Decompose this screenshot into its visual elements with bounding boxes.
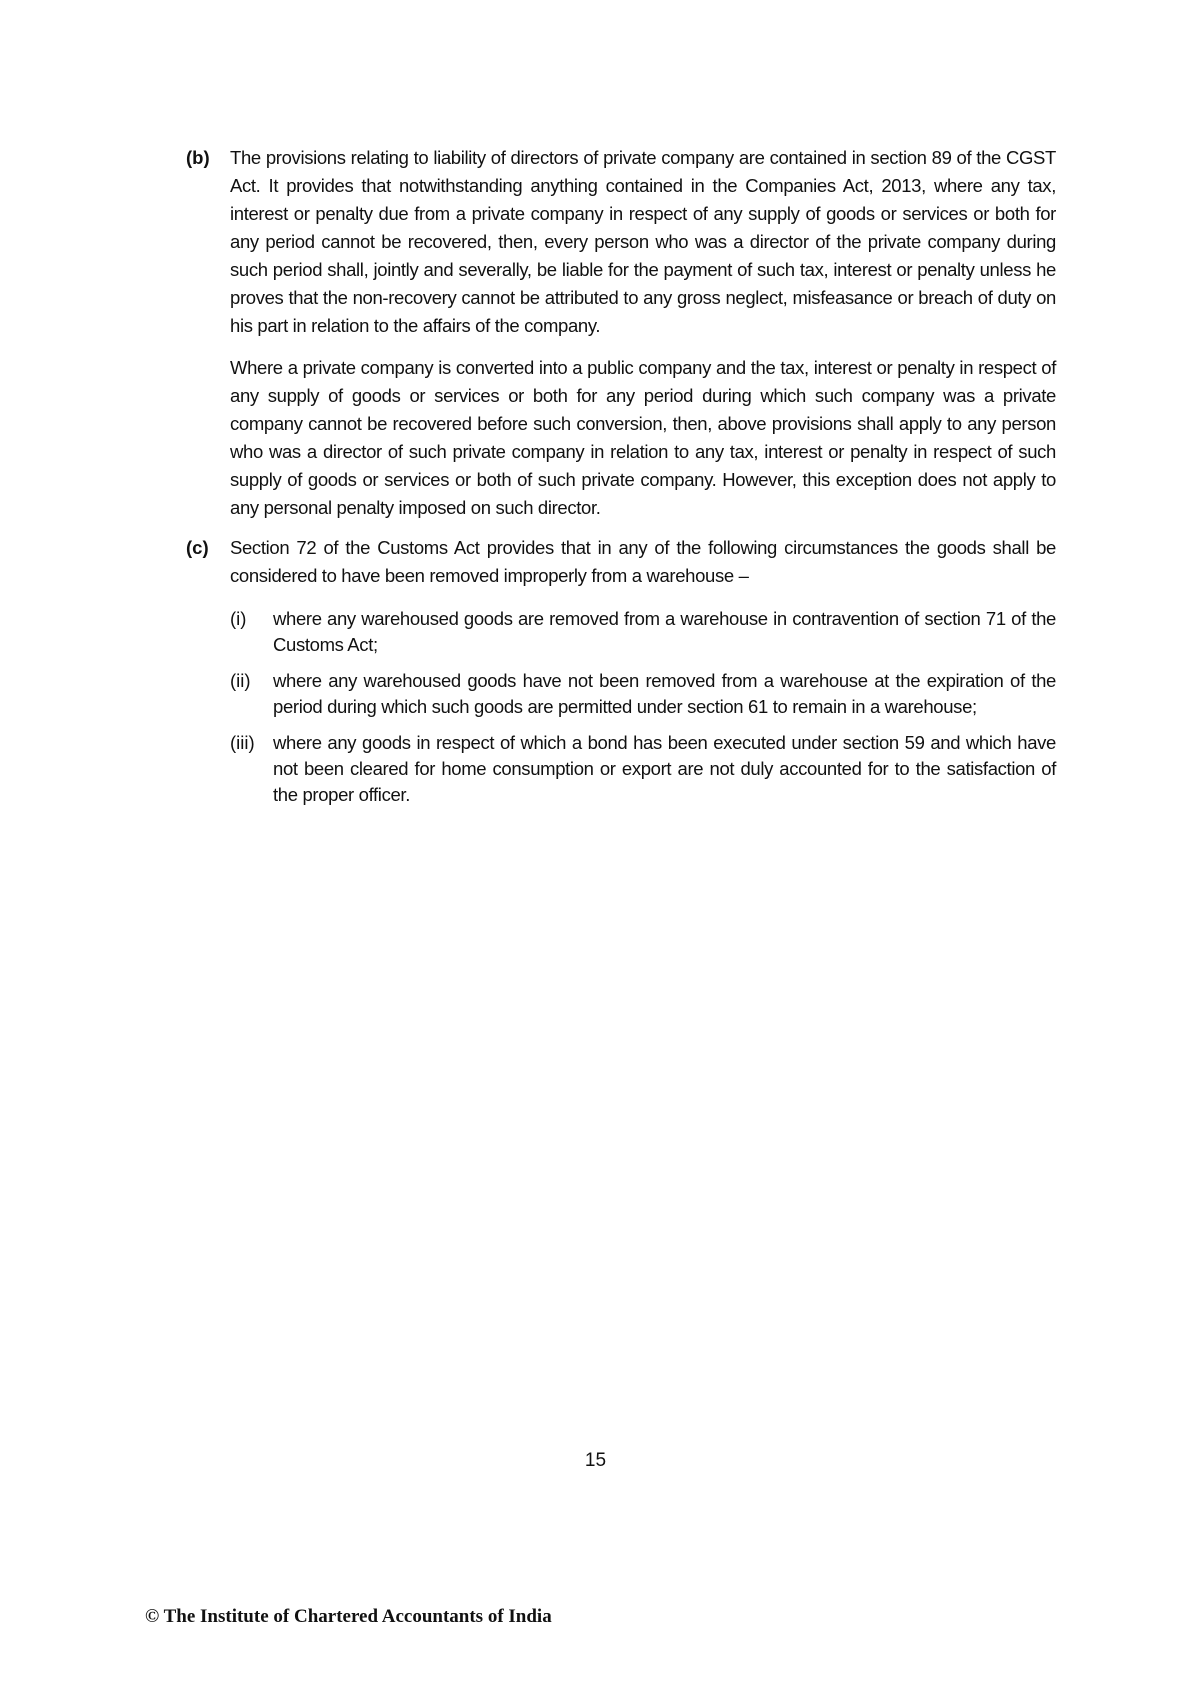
paragraph: Section 72 of the Customs Act provides that in any of the following circumstances the goods shall be considered to have been removed improperly from a warehouse –	[230, 537, 1056, 586]
sub-item-text: where any goods in respect of which a bond has been executed under section 59 and which have not been cleared for home consumption or export are not duly accounted for to the satisfaction of the proper officer.	[273, 732, 1056, 805]
sub-item-label: (iii)	[230, 732, 255, 753]
answer-item-c	[186, 534, 1056, 590]
sub-item-label: (ii)	[230, 670, 251, 691]
sub-item	[230, 730, 1056, 808]
sub-item-list	[186, 606, 1056, 808]
page-number: 15	[584, 1450, 607, 1471]
answer-item-b	[186, 144, 1056, 522]
sub-item-text: where any warehoused goods have not been removed from a warehouse at the expiration of the period during which such goods are permitted under section 61 to remain in a warehouse;	[273, 670, 1056, 717]
sub-item-text: where any warehoused goods are removed from a warehouse in contravention of section 71 of the Customs Act;	[273, 608, 1056, 655]
sub-item	[230, 668, 1056, 720]
item-body	[230, 144, 1056, 522]
sub-item	[230, 606, 1056, 658]
paragraph: Where a private company is converted into a public company and the tax, interest or penalty in respect of any supply of goods or services or both for any period during which such company was a private company cannot be recovered before such conversion, then, above provisions shall apply to any person who was a director of such private company in relation to any tax, interest or penalty in respect of such supply of goods or services or both of such private company. However, this exception does not apply to any personal penalty imposed on such director.	[230, 357, 1056, 518]
paragraph: The provisions relating to liability of directors of private company are contained in section 89 of the CGST Act. It provides that notwithstanding anything contained in the Companies Act, 2013, where any tax, interest or penalty due from a private company in respect of any supply of goods or services or both for any period cannot be recovered, then, every person who was a director of the private company during such period shall, jointly and severally, be liable for the payment of such tax, interest or penalty unless he proves that the non-recovery cannot be attributed to any gross neglect, misfeasance or breach of duty on his part in relation to the affairs of the company.	[230, 147, 1056, 336]
sub-item-label: (i)	[230, 608, 247, 629]
footer-copyright: © The Institute of Chartered Accountants of India	[145, 1606, 552, 1627]
item-label: (c)	[186, 537, 209, 558]
item-body	[230, 534, 1056, 590]
item-label: (b)	[186, 147, 210, 168]
